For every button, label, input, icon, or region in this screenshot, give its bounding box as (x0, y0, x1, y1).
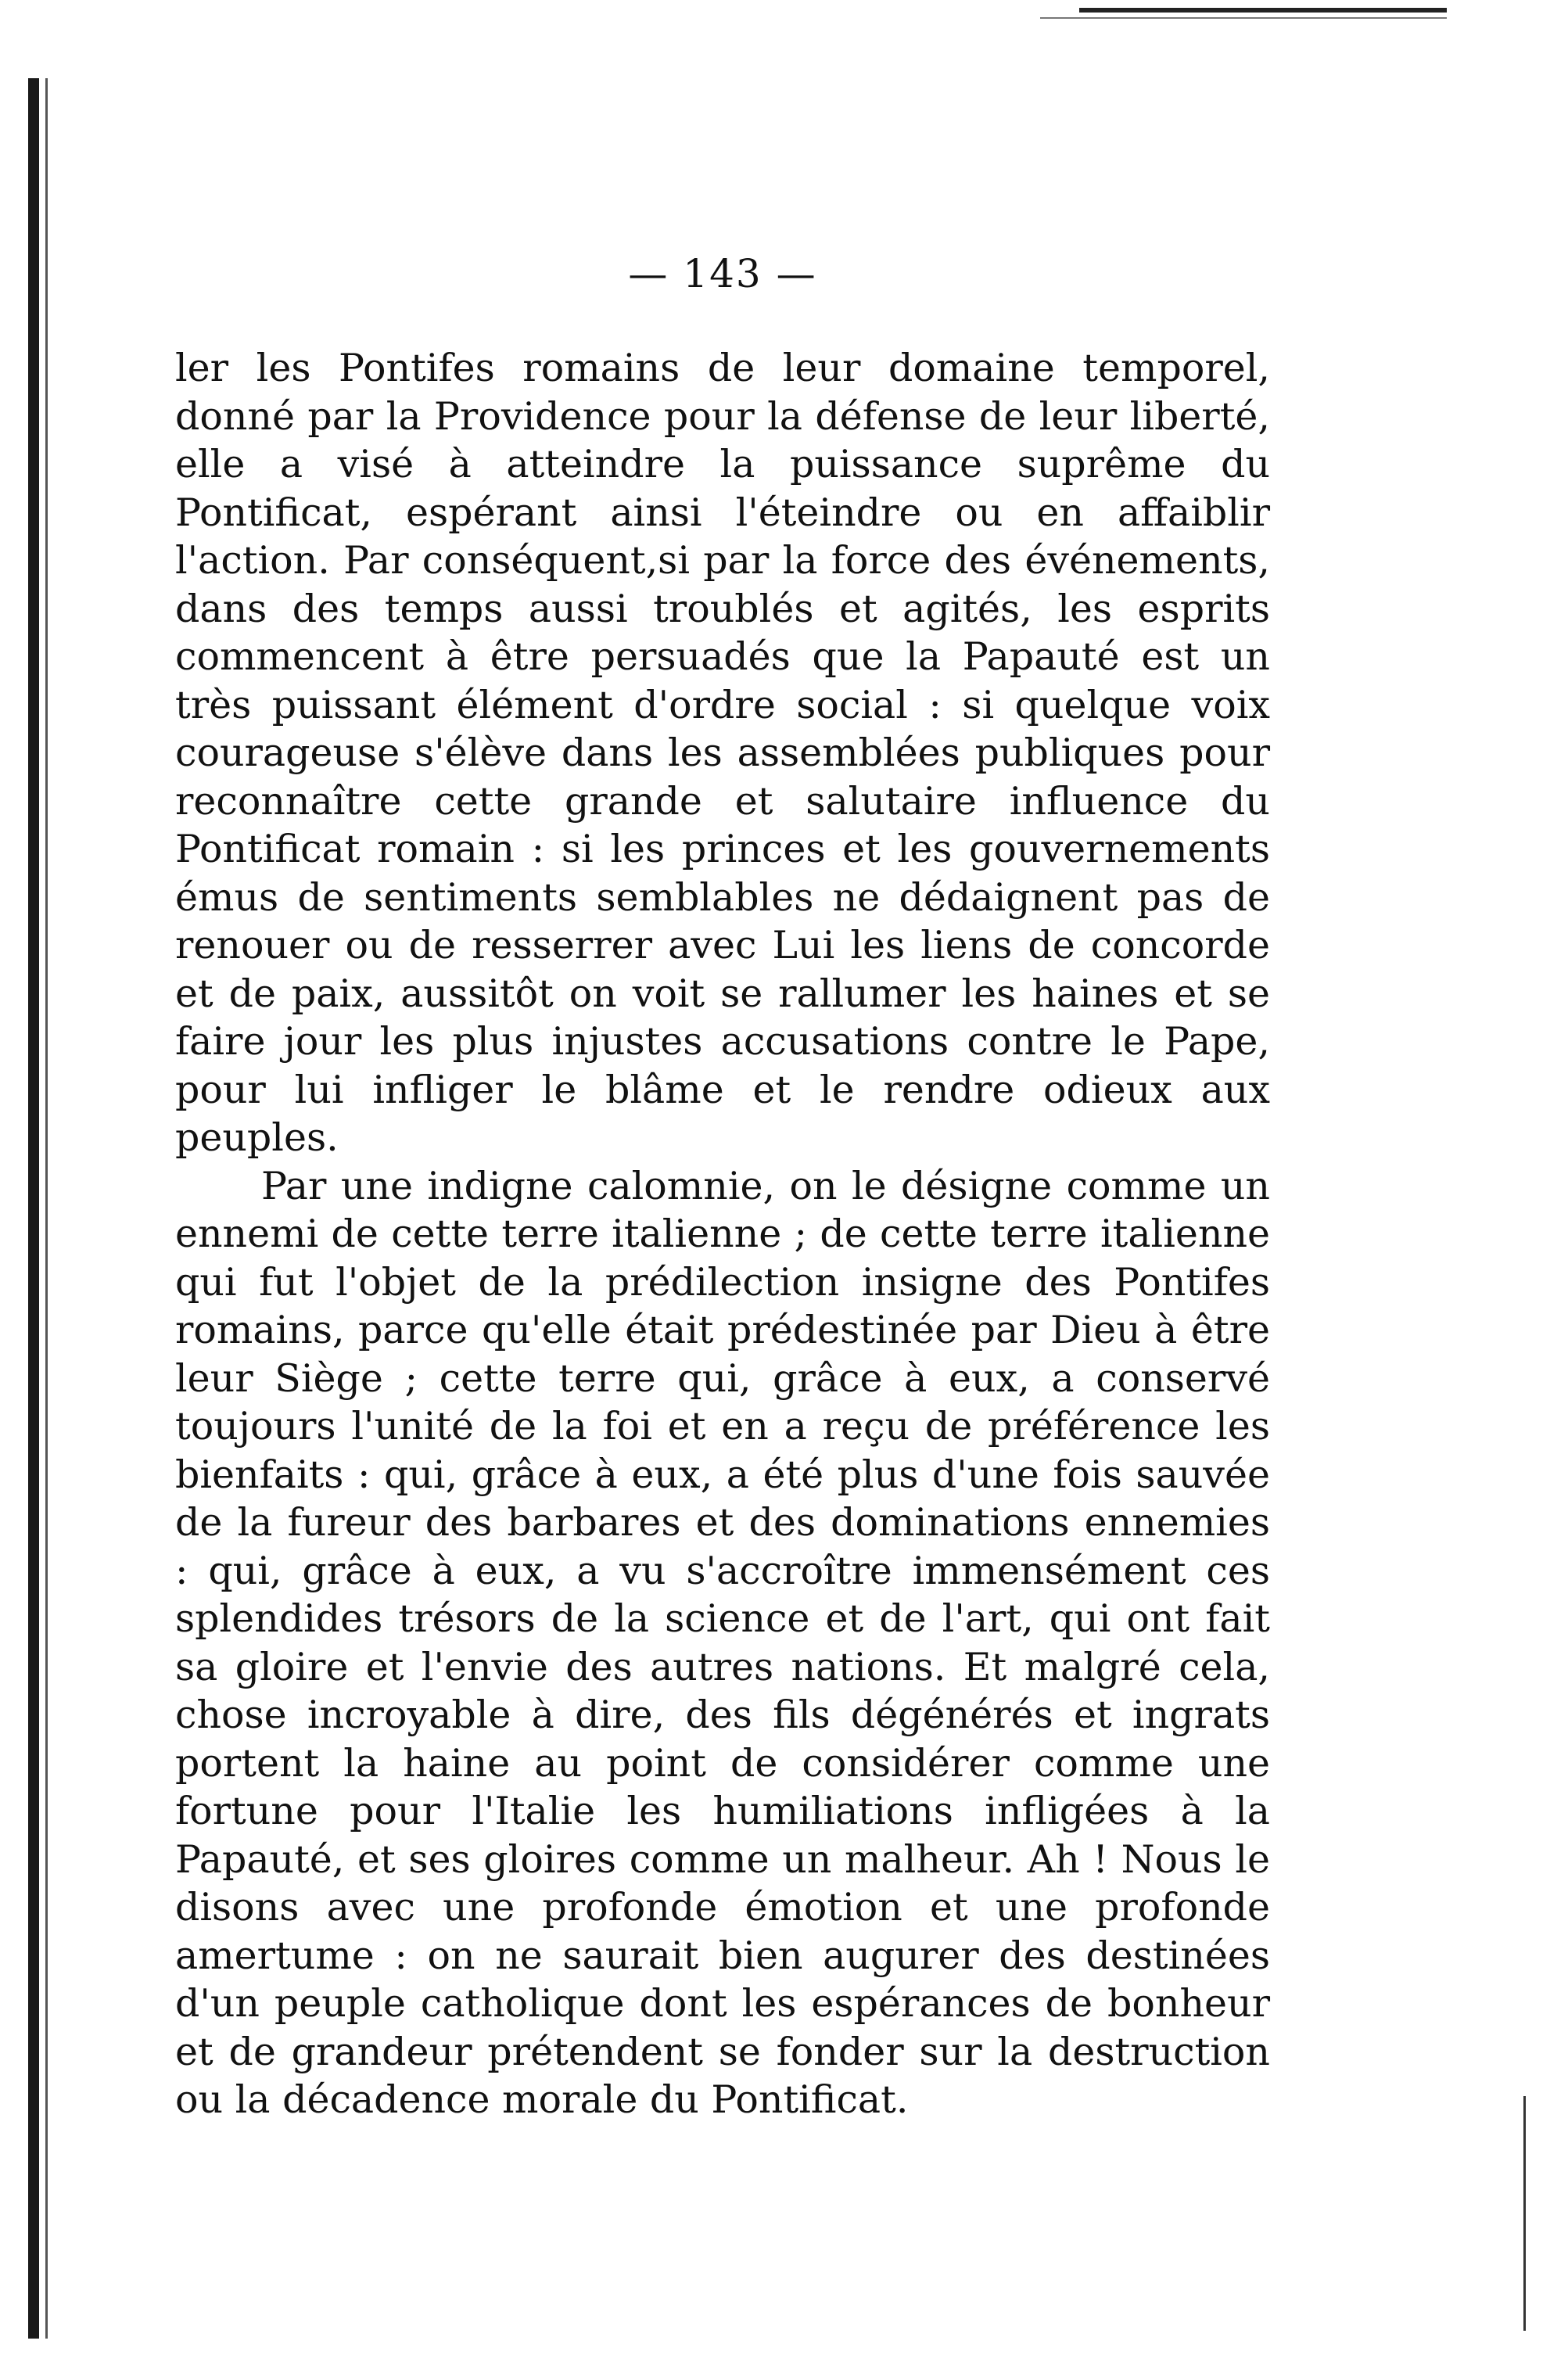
document-page (175, 250, 1270, 2124)
scan-border-top-line (1040, 17, 1447, 19)
page-number: — 143 — (628, 251, 817, 296)
scan-border-top (1079, 8, 1447, 13)
scan-border-left-line (45, 78, 48, 2339)
paragraph-1: ler les Pontifes romains de leur domaine temporel, donné par la Providence pour la défense de leur liberté, elle a visé à atteindre la puissance suprême du Pontificat, espérant ainsi l'éteindre ou en affaiblir l'action. Par conséquent,si par la force des événements, dans des temps aussi troublés et agités, les esprits commencent à être persuadés que la Papauté est un très puissant élément d'ordre social : si quelque voix courageuse s'élève dans les assemblées publiques pour reconnaître cette grande et salutaire influence du Pontificat romain : si les princes et les gouvernements émus de sentiments semblables ne dédaignent pas de renouer ou de resserrer avec Lui les liens de concorde et de paix, aussitôt on voit se rallumer les haines et se faire jour les plus injustes accusations contre le Pape, pour lui infliger le blâme et le rendre odieux aux peuples. (175, 346, 1270, 1160)
paragraph-2: Par une indigne calomnie, on le désigne comme un ennemi de cette terre italienne ; de cette terre italienne qui fut l'objet de la prédilection insigne des Pontifes romains, parce qu'elle était prédestinée par Dieu à être leur Siège ; cette terre qui, grâce à eux, a conservé toujours l'unité de la foi et en a reçu de préférence les bienfaits : qui, grâce à eux, a été plus d'une fois sauvée de la fureur des barbares et des dominations ennemies : qui, grâce à eux, a vu s'accroître immensément ces splendides trésors de la science et de l'art, qui ont fait sa gloire et l'envie des autres nations. Et malgré cela, chose incroyable à dire, des fils dégénérés et ingrats portent la haine au point de considérer comme une fortune pour l'Italie les humiliations infligées à la Papauté, et ses gloires comme un malheur. Ah ! Nous le disons avec une profonde émotion et une profonde amertume : on ne saurait bien augurer des destinées d'un peuple catholique dont les espérances de bonheur et de grandeur prétendent se fonder sur la destruction ou la décadence morale du Pontificat. (175, 1163, 1270, 2122)
scan-border-right (1523, 2096, 1526, 2331)
scan-border-left (28, 78, 39, 2339)
body-text (175, 344, 1270, 2124)
